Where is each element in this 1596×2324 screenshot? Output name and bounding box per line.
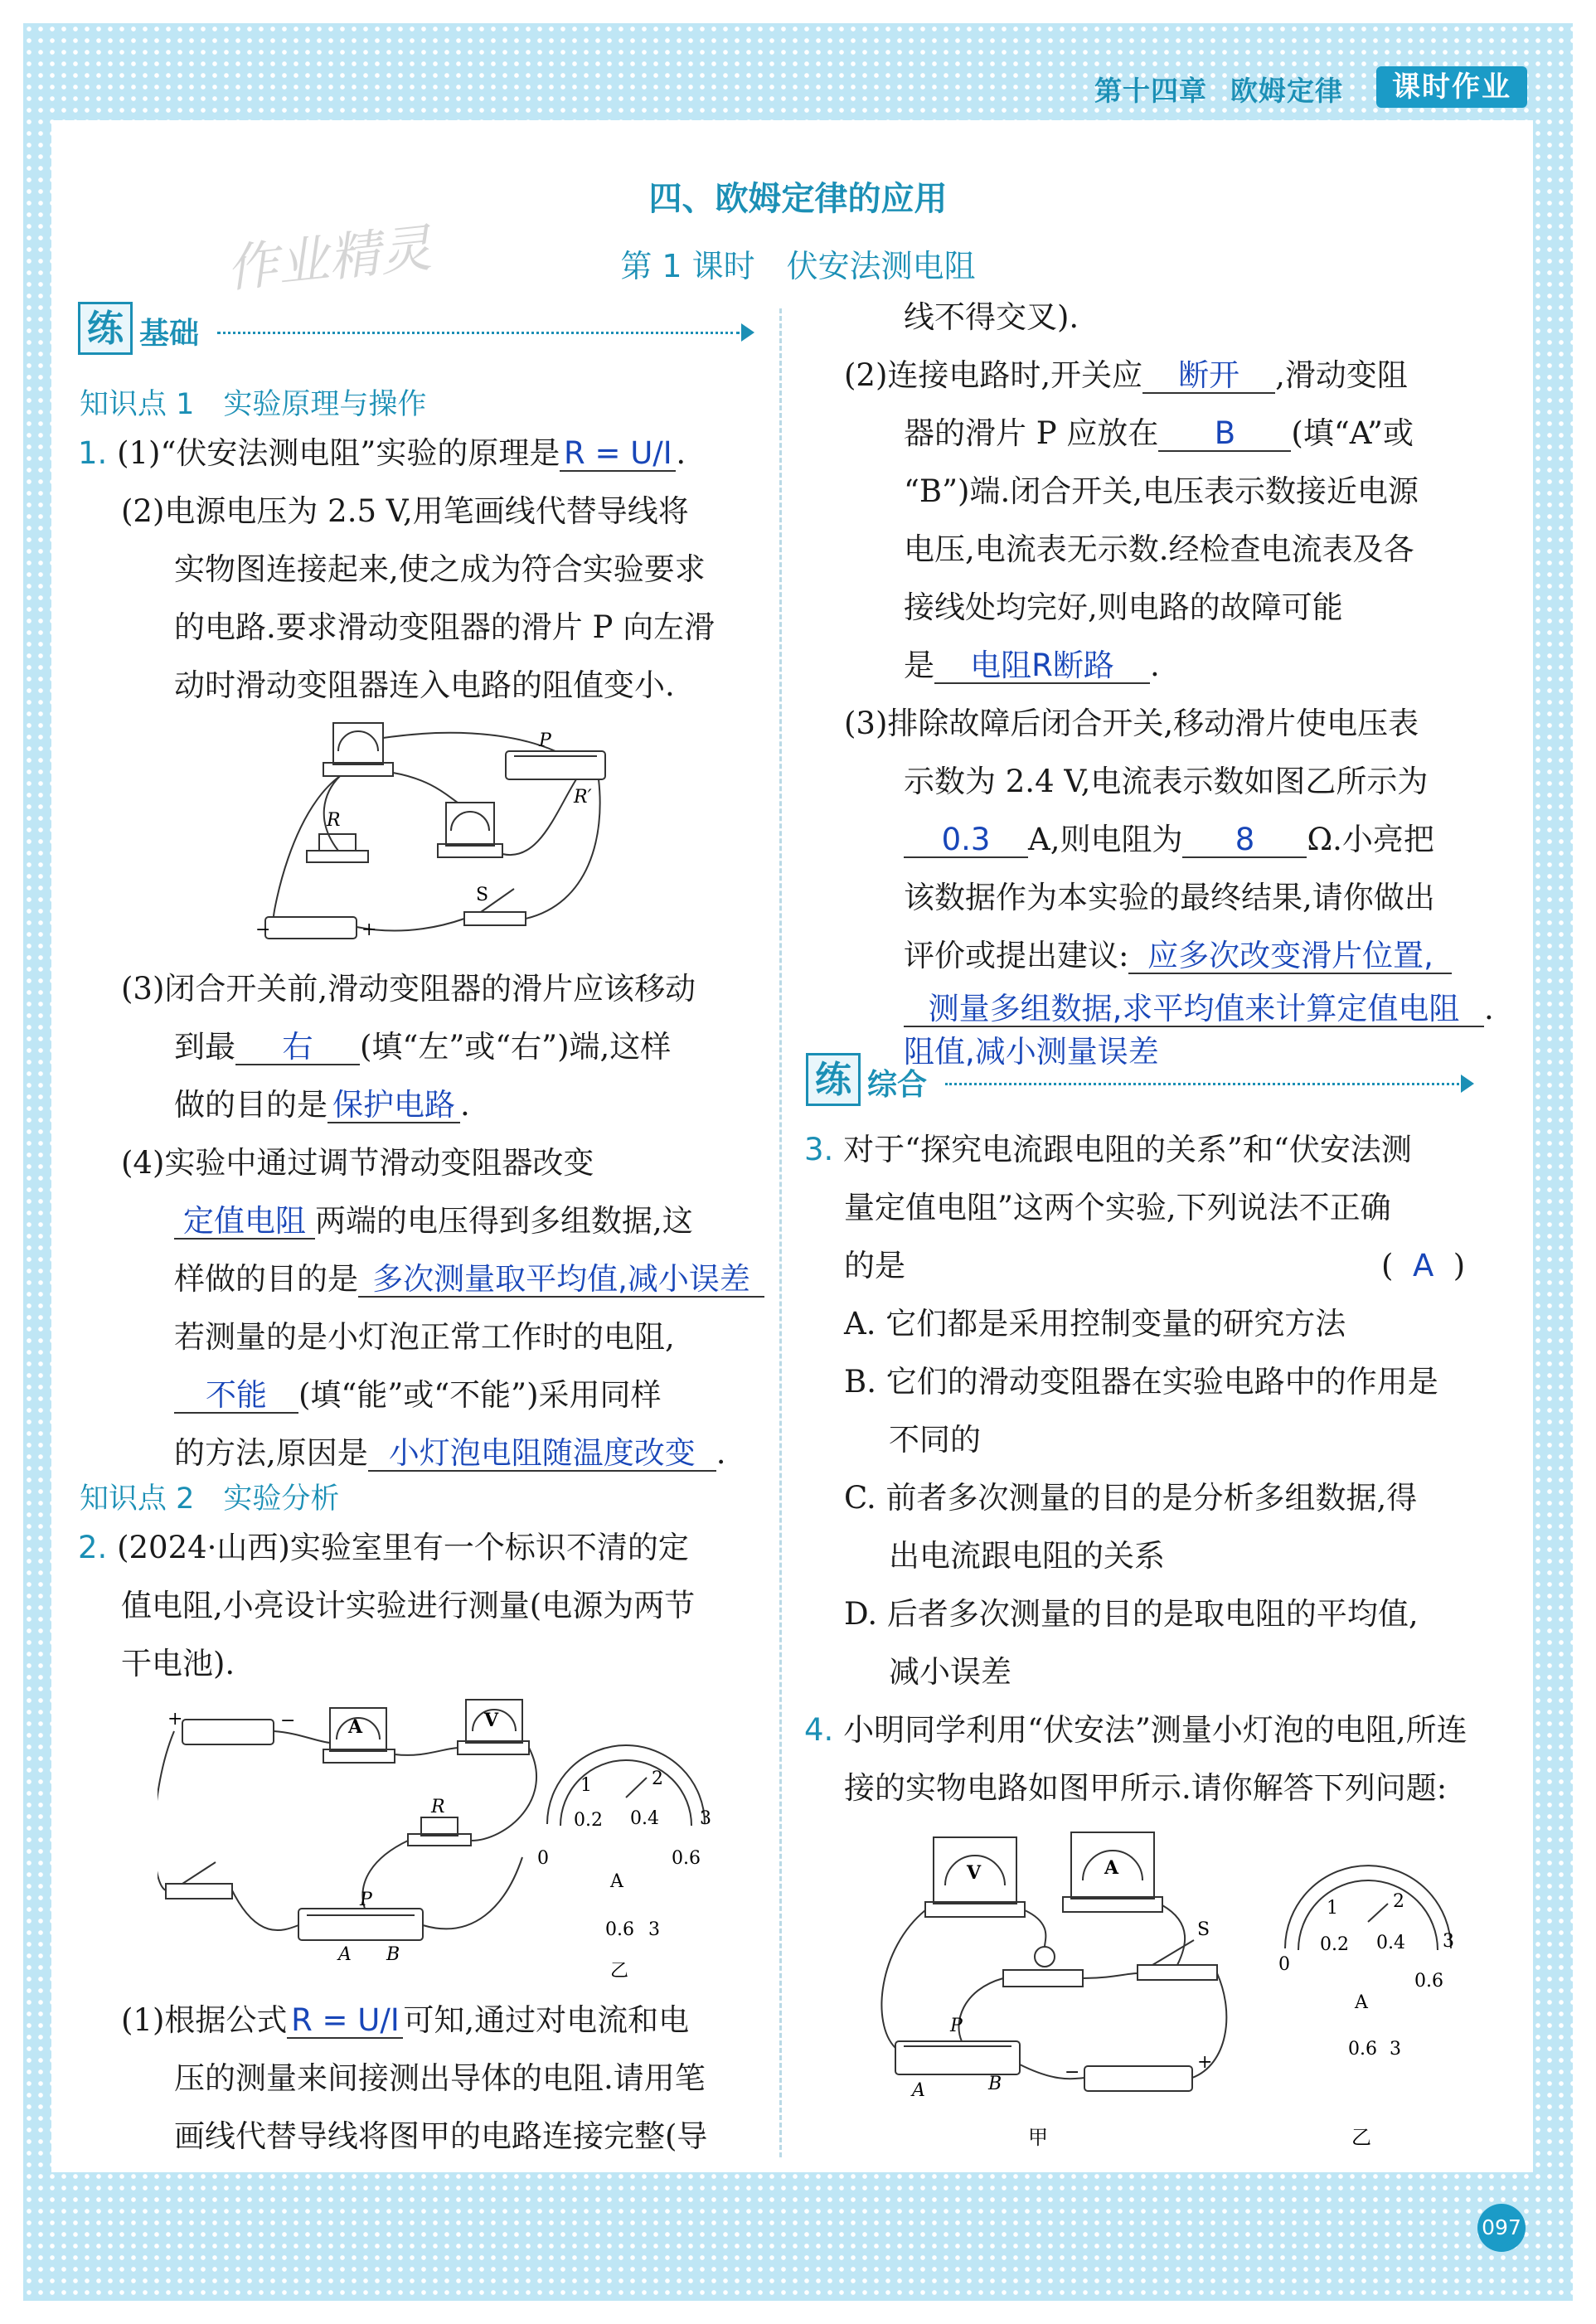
svg-text:0.6: 0.6 — [1414, 1971, 1443, 1992]
svg-text:P: P — [950, 2016, 963, 2036]
q2-answer-suggestion-3: 阻值,减小测量误差 — [904, 1034, 1159, 1070]
q2-answer-switch: 断开 — [1142, 359, 1275, 394]
svg-text:3: 3 — [700, 1808, 711, 1829]
knowledge-point-2: 知识点 2 实验分析 — [80, 1482, 340, 1516]
svg-text:A: A — [348, 1716, 363, 1738]
svg-text:0.6: 0.6 — [1348, 2039, 1377, 2060]
q1-number: 1. — [78, 435, 108, 471]
q2-number: 2. — [78, 1530, 108, 1565]
q3-option-d: D. 后者多次测量的目的是取电阻的平均值, — [844, 1596, 1419, 1632]
q1-formula-answer: R = U/I — [560, 437, 676, 472]
svg-text:1: 1 — [1327, 1898, 1338, 1919]
label-r-prime: R′ — [574, 787, 592, 808]
figure-label-yi: 乙 — [1351, 2126, 1371, 2149]
svg-text:0.6: 0.6 — [605, 1919, 634, 1940]
arrow-icon — [741, 323, 754, 342]
svg-text:+: + — [361, 919, 377, 940]
svg-text:A: A — [1355, 1992, 1368, 2013]
q2-answer-suggestion-2: 测量多组数据,求平均值来计算定值电阻 — [904, 992, 1484, 1027]
watermark: 作业精灵 — [223, 217, 434, 299]
q1-answer-end: 右 — [235, 1031, 360, 1065]
q3-number: 3. — [804, 1132, 834, 1167]
svg-text:3: 3 — [1443, 1931, 1454, 1952]
q2-answer-suggestion-1: 应多次改变滑片位置, — [1128, 939, 1452, 974]
basic-section-band — [78, 302, 758, 355]
basic-label: 基础 — [139, 316, 200, 351]
q1-answer-can: 不能 — [174, 1379, 298, 1414]
chapter-number: 第十四章 — [1094, 75, 1207, 107]
series-badge: 课时作业 — [1376, 66, 1527, 108]
svg-text:B: B — [988, 2074, 1002, 2094]
page-number: 097 — [1477, 2204, 1526, 2252]
svg-text:A: A — [912, 2080, 925, 2101]
figure-label-jia: 甲 — [1028, 2126, 1048, 2149]
q2-formula-answer: R = U/I — [287, 2004, 403, 2039]
svg-text:0.4: 0.4 — [630, 1808, 659, 1829]
q1-answer-component: 定值电阻 — [174, 1205, 315, 1240]
svg-text:0.4: 0.4 — [1376, 1933, 1405, 1953]
chapter-name: 欧姆定律 — [1230, 75, 1343, 107]
svg-text:0.2: 0.2 — [574, 1810, 603, 1831]
q3-option-b: B. 它们的滑动变阻器在实验电路中的作用是 — [844, 1364, 1438, 1400]
figure-label-yi: 乙 — [610, 1961, 629, 1982]
column-divider — [779, 308, 782, 2157]
label-s: S — [476, 885, 489, 905]
q2-answer-current: 0.3 — [904, 823, 1028, 858]
svg-text:2: 2 — [1393, 1891, 1404, 1912]
section-title: 四、欧姆定律的应用 — [648, 179, 948, 218]
svg-text:3: 3 — [1390, 2039, 1401, 2060]
svg-text:−: − — [255, 919, 271, 940]
comprehensive-section-band — [806, 1053, 1482, 1106]
lesson-title: 第 1 课时 伏安法测电阻 — [620, 248, 976, 284]
q2-circuit-figure — [158, 1691, 738, 1990]
svg-text:A: A — [1104, 1857, 1119, 1879]
q1-circuit-figure — [240, 713, 622, 953]
svg-text:V: V — [967, 1862, 982, 1884]
svg-text:S: S — [1197, 1919, 1210, 1940]
svg-text:1: 1 — [580, 1775, 592, 1796]
svg-text:0.2: 0.2 — [1320, 1934, 1349, 1955]
label-r: R — [327, 810, 341, 831]
svg-text:B: B — [386, 1944, 400, 1965]
q4-number: 4. — [804, 1712, 834, 1748]
svg-text:A: A — [610, 1871, 623, 1892]
svg-text:2: 2 — [652, 1768, 663, 1789]
chapter-header — [1094, 70, 1366, 109]
q1-answer-purpose: 保护电路 — [327, 1089, 460, 1123]
knowledge-point-1: 知识点 1 实验原理与操作 — [80, 388, 427, 421]
practice-mark: 练 — [78, 302, 133, 355]
svg-text:−: − — [280, 1710, 296, 1731]
practice-mark: 练 — [806, 1053, 861, 1106]
svg-text:−: − — [1065, 2062, 1080, 2083]
svg-text:R: R — [431, 1797, 445, 1817]
svg-text:0: 0 — [537, 1848, 549, 1869]
svg-text:+: + — [1197, 2052, 1213, 2073]
q3-option-c: C. 前者多次测量的目的是分析多组数据,得 — [844, 1480, 1418, 1516]
svg-text:V: V — [484, 1710, 499, 1731]
q4-circuit-figure — [879, 1824, 1476, 2164]
q2-answer-fault: 电阻R断路 — [934, 649, 1150, 684]
q1-answer-cause: 小灯泡电阻随温度改变 — [368, 1437, 716, 1472]
svg-text:0.6: 0.6 — [672, 1848, 701, 1869]
label-p: P — [539, 730, 551, 751]
q1-part1: 1. (1)“伏安法测电阻”实验的原理是 R = U/I . — [78, 435, 686, 471]
svg-text:0: 0 — [1278, 1954, 1290, 1975]
svg-text:3: 3 — [648, 1919, 660, 1940]
svg-text:+: + — [167, 1709, 183, 1730]
arrow-icon — [1461, 1075, 1474, 1093]
svg-text:P: P — [360, 1890, 372, 1910]
svg-text:A: A — [338, 1944, 352, 1965]
q2-answer-end: B — [1158, 417, 1291, 452]
q2-answer-resistance: 8 — [1182, 823, 1307, 858]
comprehensive-label: 综合 — [867, 1067, 928, 1102]
q3-option-a: A. 它们都是采用控制变量的研究方法 — [844, 1306, 1346, 1342]
q3-answer: A — [1412, 1248, 1434, 1283]
q1-answer-reason: 多次测量取平均值,减小误差 — [358, 1263, 764, 1298]
